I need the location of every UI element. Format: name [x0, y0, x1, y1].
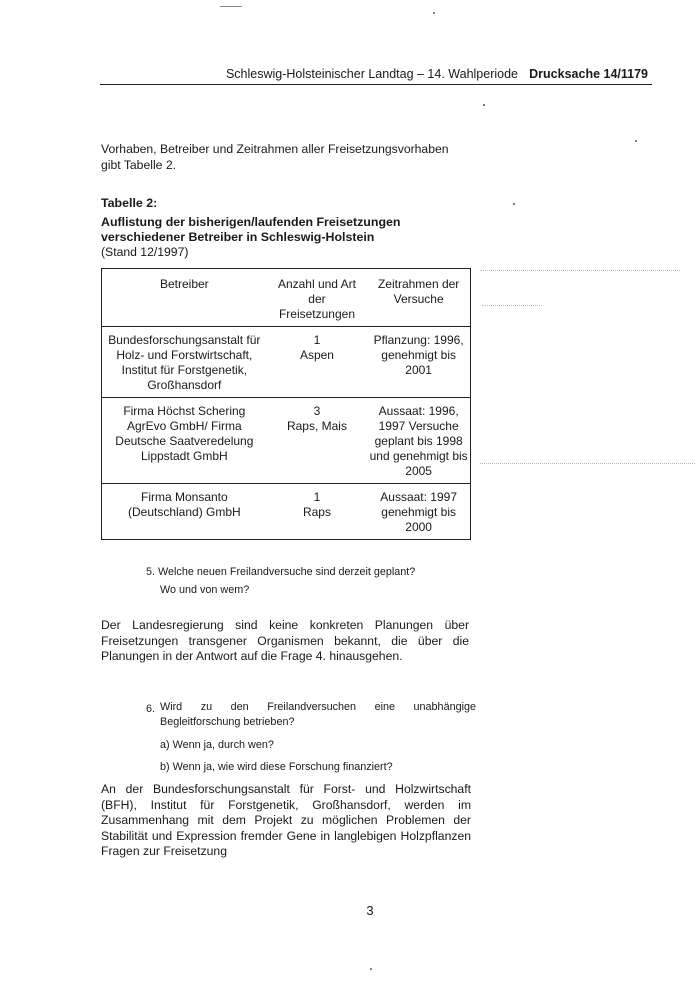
answer-6: An der Bundesforschungsanstalt für Forst- und Holzwirtschaft (BFH), Institut für Forstgenetik, Großhansdorf, werden im Zusammenhang mit dem Projekt zu möglichen Problemen der Stabilität und Expression fremder Gene in langlebigen Holzpflanzen Fragen zur Freisetzung — [101, 782, 471, 858]
count-cell — [267, 398, 368, 484]
release-count: 1 — [313, 333, 321, 347]
table-title-line1: Auflistung der bisherigen/laufenden Freisetzungen — [101, 215, 401, 229]
release-count: 3 — [313, 404, 321, 418]
question-number: 6. — [146, 703, 156, 715]
scan-mark — [220, 6, 242, 7]
table-row — [102, 398, 471, 484]
scan-speck — [483, 104, 485, 106]
scan-speck — [635, 140, 637, 142]
page-number: 3 — [366, 903, 374, 918]
table-label: Tabelle 2: — [101, 196, 158, 210]
scan-speck — [433, 12, 435, 14]
table-heading — [101, 196, 481, 245]
question-6 — [146, 700, 476, 776]
table-header-row — [102, 269, 471, 327]
question-6a: a) Wenn ja, durch wen? — [160, 739, 274, 751]
question-5 — [146, 563, 476, 599]
question-text: Wird zu den Freilandversuchen eine unabhängige Begleitforschung betrieben? — [160, 701, 476, 728]
scan-artifact — [482, 305, 542, 306]
question-6b: b) Wenn ja, wie wird diese Forschung finanziert? — [160, 761, 393, 773]
answer-5: Der Landesregierung sind keine konkreten Planungen über Freisetzungen transgener Organismen bekannt, die über die Planungen in der Antwort auf die Frage 4. hinausgehen. — [101, 618, 469, 663]
count-cell — [267, 484, 368, 540]
column-header-timeframe: Zeitrahmen der Versuche — [367, 269, 470, 327]
header-title: Schleswig-Holsteinischer Landtag – 14. Wahlperiode — [225, 67, 518, 81]
scan-speck — [370, 968, 372, 970]
table-row — [102, 484, 471, 540]
intro-paragraph: Vorhaben, Betreiber und Zeitrahmen aller Freisetzungsvorhaben gibt Tabelle 2. — [101, 142, 449, 172]
release-kind: Raps, Mais — [286, 419, 347, 433]
scan-artifact — [480, 270, 680, 271]
column-header-operator: Betreiber — [102, 269, 267, 327]
count-cell — [267, 327, 368, 398]
question-text: Welche neuen Freilandversuche sind derzeit geplant? — [158, 566, 416, 578]
releases-table — [101, 268, 471, 540]
operator-cell: Bundesforschungsanstalt für Holz- und Forstwirtschaft, Institut für Forstgenetik, Großhansdorf — [102, 327, 267, 398]
timeframe-cell: Aussaat: 1996, 1997 Versuche geplant bis 1998 und genehmigt bis 2005 — [367, 398, 470, 484]
scan-speck — [513, 203, 515, 205]
release-count: 1 — [313, 490, 321, 504]
release-kind: Raps — [302, 505, 331, 519]
question-text-2: Wo und von wem? — [160, 584, 250, 596]
document-number: Drucksache 14/1179 — [529, 67, 648, 81]
timeframe-cell: Pflanzung: 1996, genehmigt bis 2001 — [367, 327, 470, 398]
operator-cell: Firma Höchst Schering AgrEvo GmbH/ Firma Deutsche Saatveredelung Lippstadt GmbH — [102, 398, 267, 484]
scan-artifact — [480, 463, 695, 464]
page-header — [100, 66, 648, 82]
column-header-count: Anzahl und Art der Freisetzungen — [267, 269, 368, 327]
header-rule — [100, 84, 652, 85]
timeframe-cell: Aussaat: 1997 genehmigt bis 2000 — [380, 490, 457, 534]
operator-cell: Firma Monsanto (Deutschland) GmbH — [127, 490, 241, 519]
table-stand: (Stand 12/1997) — [101, 245, 189, 259]
question-number: 5. — [146, 566, 156, 578]
table-title-line2: verschiedener Betreiber in Schleswig-Holstein — [101, 230, 375, 244]
table-row — [102, 327, 471, 398]
release-kind: Aspen — [299, 348, 334, 362]
